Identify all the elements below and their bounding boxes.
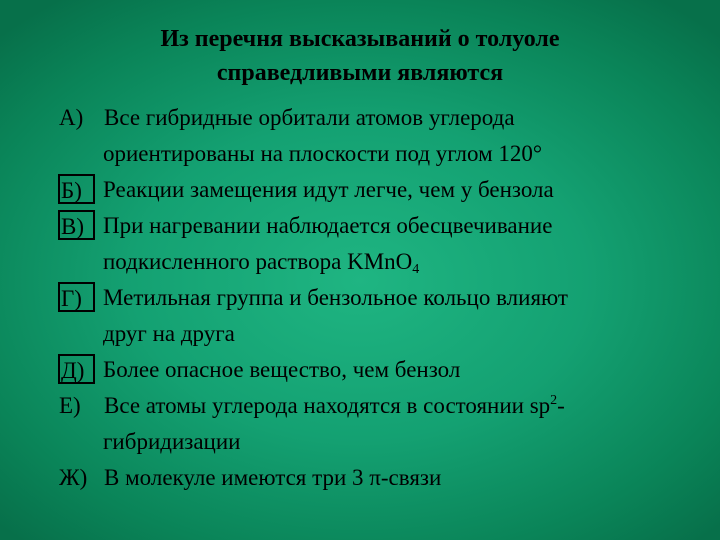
statement-zh-line-1 (0, 460, 720, 496)
statement-a-line-1: Все гибридные орбитали атомов углерода (104, 105, 515, 130)
statement-zh-marker: Ж) (59, 465, 88, 490)
statement-a (0, 100, 720, 172)
statement-e-line-1 (0, 388, 720, 424)
statement-d-line-1: Более опасное вещество, чем бензол (103, 357, 461, 382)
slide-title-line-1: Из перечня высказываний о толуоле (160, 26, 560, 52)
statement-g-line-1: Метильная группа и бензольное кольцо влияют (103, 285, 568, 310)
statement-list (0, 100, 720, 496)
statement-v (0, 208, 720, 280)
statement-b-marker-boxed: Б) (58, 174, 95, 204)
statement-e-marker: Е) (59, 393, 81, 418)
statement-e-line-2: гибридизации (103, 429, 241, 454)
statement-d (0, 352, 720, 388)
statement-v-line-2 (0, 244, 720, 280)
statement-e (0, 388, 720, 460)
slide-title (0, 22, 720, 90)
statement-v-line-2-subscript: 4 (412, 262, 420, 277)
statement-e-line-1-dash: - (557, 393, 565, 418)
statement-g-line-2: друг на друга (103, 321, 235, 346)
statement-e-line-1-superscript: 2 (550, 393, 558, 408)
statement-zh-line-1-suffix: -связи (380, 465, 442, 490)
statement-a-line-2: ориентированы на плоскости под углом 120° (103, 141, 543, 166)
statement-a-marker: А) (59, 105, 84, 130)
statement-d-marker-boxed: Д) (58, 354, 95, 384)
statement-v-marker-boxed: В) (58, 210, 95, 240)
statement-g-marker-boxed: Г) (58, 282, 95, 312)
statement-b-line-1: Реакции замещения идут легче, чем у бензола (103, 177, 554, 202)
statement-v-line-1: При нагревании наблюдается обесцвечивание (103, 213, 553, 238)
statement-v-line-2-text: подкисленного раствора KMn (103, 249, 396, 274)
slide-title-line-2: справедливыми являются (216, 60, 504, 86)
statement-b (0, 172, 720, 208)
statement-v-line-2-oxygen: O (395, 249, 413, 274)
pi-symbol: π (369, 465, 381, 490)
statement-e-line-1-text: Все атомы углерода находятся в состоянии sp (104, 393, 551, 418)
statement-zh-line-1-text: В молекуле имеются три 3 (104, 465, 370, 490)
statement-zh (0, 460, 720, 496)
statement-g (0, 280, 720, 352)
